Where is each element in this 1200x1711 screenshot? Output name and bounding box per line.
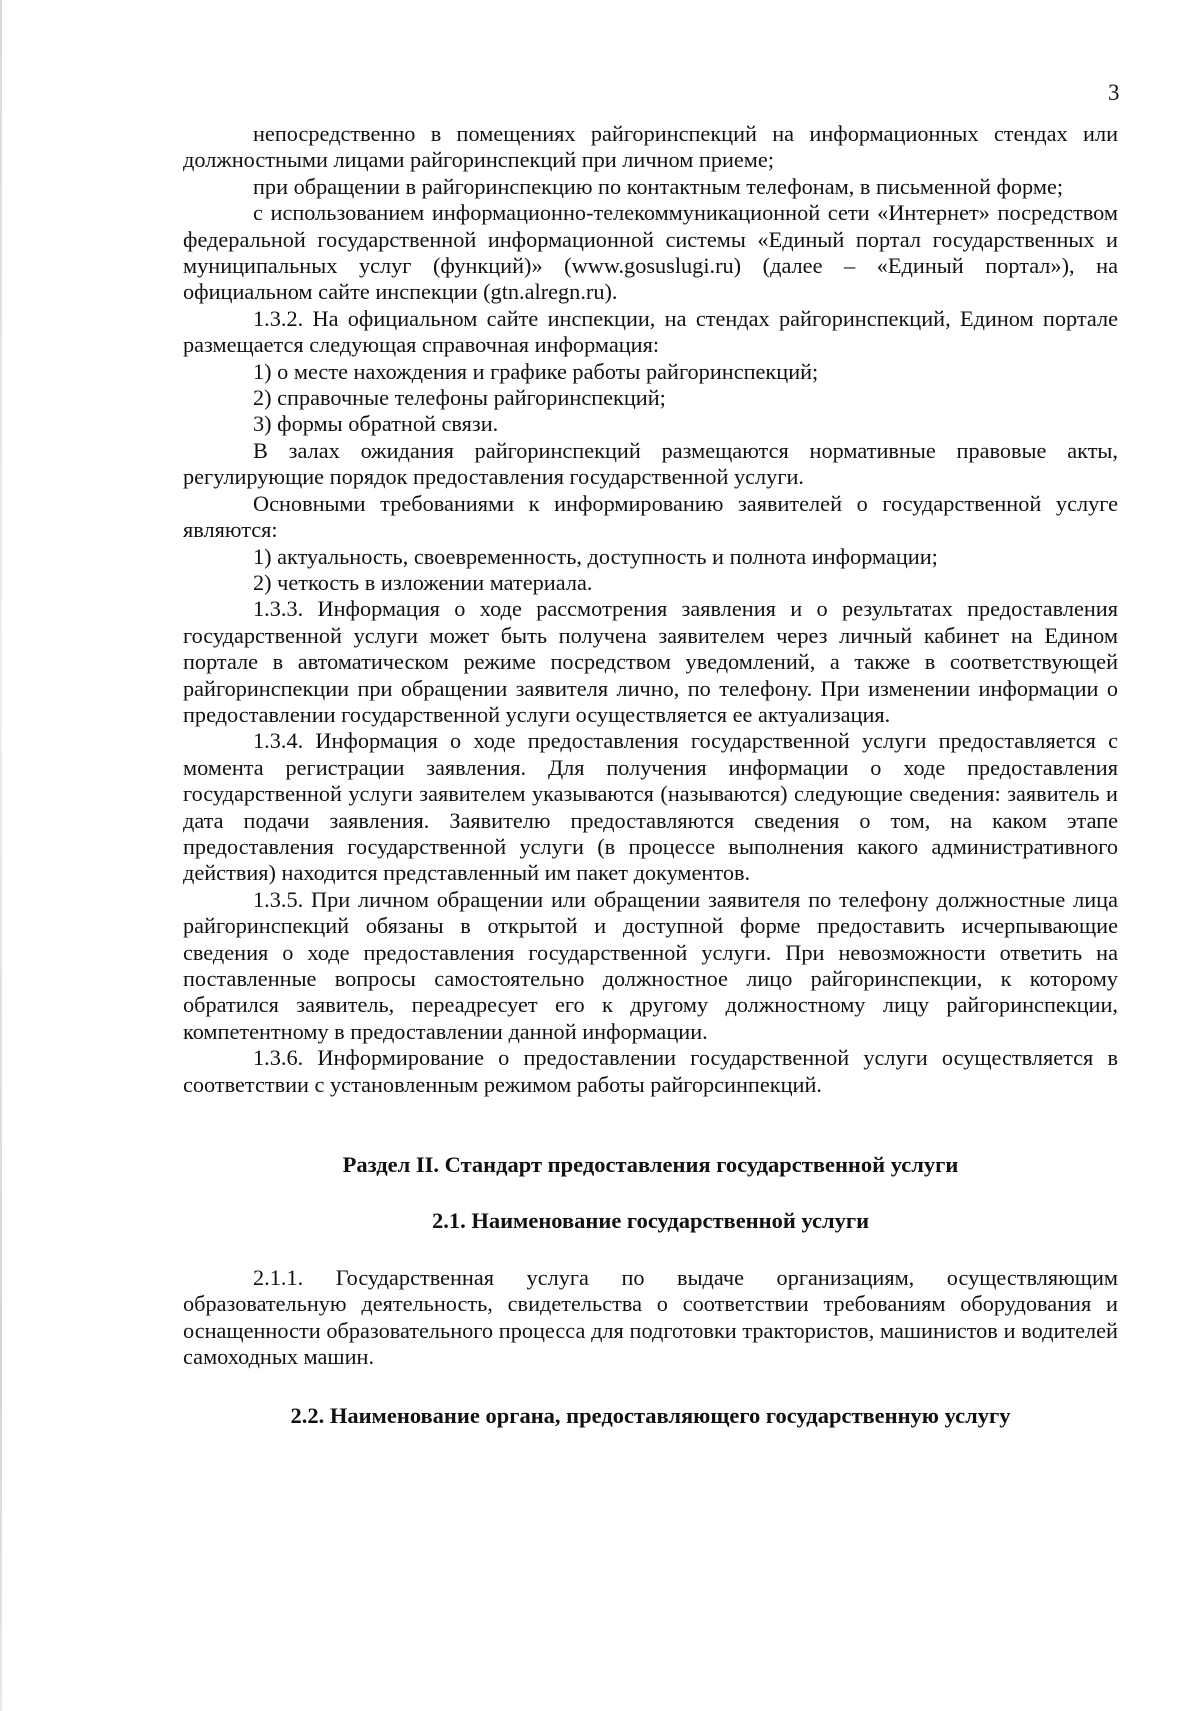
paragraph-info-stands: непосредственно в помещениях райгоринспекций на информационных стендах или должностными лицами райгоринспекций при личном приеме; [183, 121, 1118, 173]
paragraph-waiting-halls: В залах ожидания райгоринспекций размещаются нормативные правовые акты, регулирующие порядок предоставления государственной услуги. [183, 437, 1118, 490]
paragraph-info-phone: при обращении в райгоринспекцию по контактным телефонам, в письменной форме; [253, 173, 1064, 199]
list-item: 2) четкость в изложении материала. [253, 569, 593, 595]
paragraph-1-3-4: 1.3.4. Информация о ходе предоставления государственной услуги предоставляется с момента регистрации заявления. Для получения информации о ходе предоставления государственной услуги заявителем указываются (называются) следующие сведения: заявитель и дата подачи заявления. Заявителю предоставляются сведения о том, на каком этапе предоставления государственной услуги (в процессе выполнения какого административного действия) находится представленный им пакет документов. [183, 728, 1118, 886]
list-item: 1) о месте нахождения и графике работы райгоринспекций; [253, 358, 819, 384]
paragraph-2-1-1: 2.1.1. Государственная услуга по выдаче организациям, осуществляющим образовательную деятельность, свидетельства о соответствии требованиям оборудования и оснащенности образовательного процесса для подготовки трактористов, машинистов и водителей самоходных машин. [183, 1264, 1118, 1370]
document-body [183, 121, 1118, 1430]
list-item: 1) актуальность, своевременность, доступность и полнота информации; [253, 543, 938, 569]
section-heading: Раздел II. Стандарт предоставления государственной услуги [342, 1152, 959, 1178]
scan-edge [0, 0, 2, 1711]
paragraph-1-3-3: 1.3.3. Информация о ходе рассмотрения заявления и о результатах предоставления государственной услуги может быть получена заявителем через личный кабинет на Едином портале в автоматическом режиме посредством уведомлений, а также в соответствующей райгоринспекции при обращении заявителя лично, по телефону. При изменении информации о предоставлении государственной услуги осуществляется ее актуализация. [183, 596, 1118, 727]
paragraph-info-internet: с использованием информационно-телекоммуникационной сети «Интернет» посредством федеральной государственной информационной системы «Единый портал государственных и муниципальных услуг (функций)» (www.gosuslugi.ru) (далее – «Единый портал»), на официальном сайте инспекции (gtn.alregn.ru). [183, 200, 1118, 305]
subsection-heading-2-1: 2.1. Наименование государственной услуги [431, 1208, 870, 1234]
paragraph-1-3-5: 1.3.5. При личном обращении или обращении заявителя по телефону должностные лица райгоринспекций обязаны в открытой и доступной форме предоставить исчерпывающие сведения о ходе предоставления государственной услуги. При невозможности ответить на поставленные вопросы самостоятельно должностное лицо райгоринспекции, к которому обратился заявитель, переадресует его к другому должностному лицу райгоринспекции, компетентному в предоставлении данной информации. [183, 886, 1118, 1044]
paragraph-requirements: Основными требованиями к информированию заявителей о государственной услуге являются: [183, 490, 1118, 543]
list-item: 3) формы обратной связи. [253, 411, 499, 437]
paragraph-1-3-2: 1.3.2. На официальном сайте инспекции, на стендах райгоринспекций, Едином портале размещается следующая справочная информация: [183, 305, 1118, 358]
page-number: 3 [1108, 80, 1120, 105]
paragraph-1-3-6: 1.3.6. Информирование о предоставлении государственной услуги осуществляется в соответствии с установленным режимом работы райгорсинпекций. [183, 1045, 1118, 1097]
subsection-heading-2-2: 2.2. Наименование органа, предоставляющего государственную услугу [290, 1403, 1011, 1429]
list-item: 2) справочные телефоны райгоринспекций; [253, 385, 666, 411]
